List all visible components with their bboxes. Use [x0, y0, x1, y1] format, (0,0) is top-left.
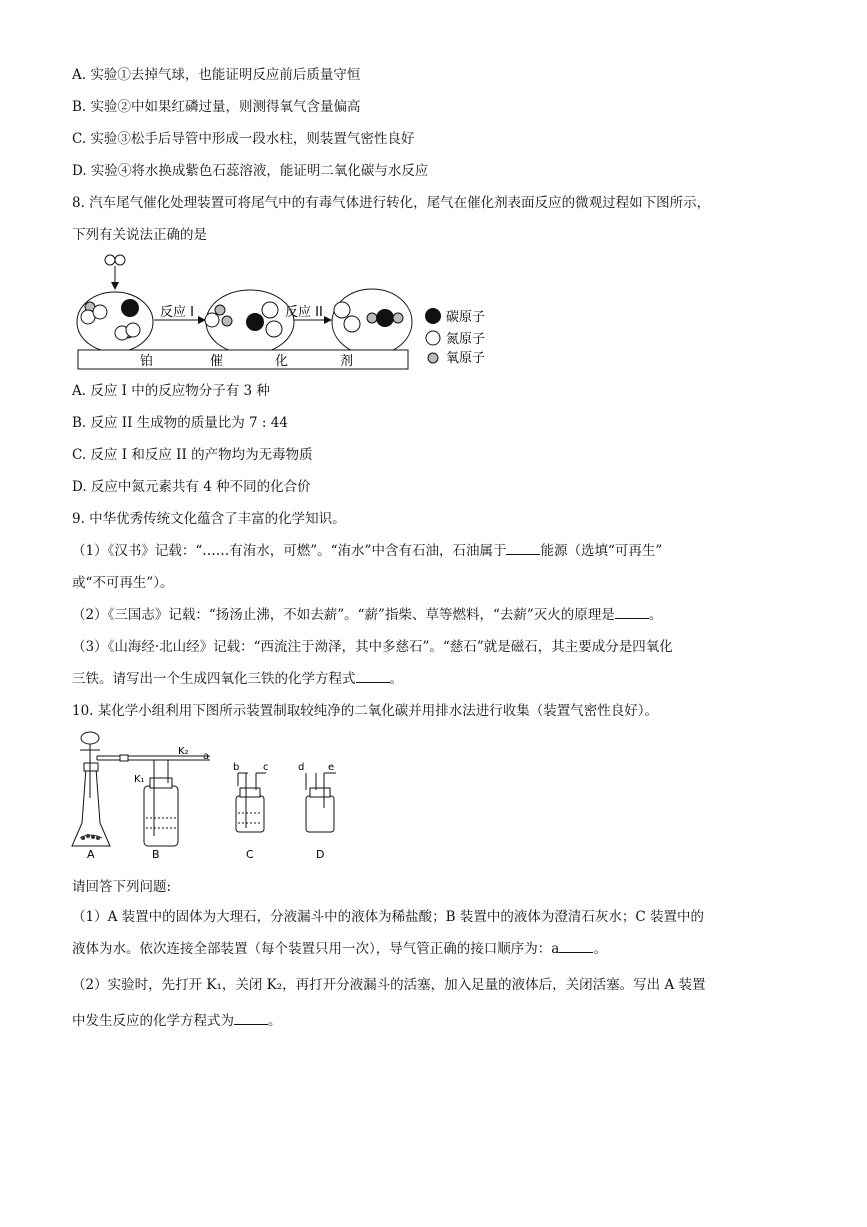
q9-p3-text-b: 三铁。请写出一个生成四氧化三铁的化学方程式: [72, 671, 356, 687]
q8-option-a: A. 反应 I 中的反应物分子有 3 种: [72, 383, 270, 399]
label-d: D: [316, 848, 325, 861]
q9-p1-text-a: （1）《汉书》记载：“……有洧水，可燃”。“洧水”中含有石油，石油属于: [72, 543, 507, 559]
q8-stem-line1: 8. 汽车尾气催化处理装置可将尾气中的有毒气体进行转化，尾气在催化剂表面反应的微观过程如下图所示，: [72, 195, 711, 211]
q10-stem: 10. 某化学小组利用下图所示装置制取较纯净的二氧化碳并用排水法进行收集（装置气密性良好）。: [72, 703, 659, 719]
q7-option-c: C. 实验③松手后导管中形成一段水柱，则装置气密性良好: [72, 131, 415, 147]
q8-stem-line2: 下列有关说法正确的是: [72, 227, 207, 243]
catalytic-reaction-diagram: [70, 250, 500, 375]
q9-p3-blank[interactable]: [356, 670, 390, 683]
port-a-label: a: [203, 751, 210, 762]
legend-oxygen-swatch: [428, 353, 438, 363]
q10-p2-line1: （2）实验时，先打开 K₁，关闭 K₂，再打开分液漏斗的活塞，加入足量的液体后，关闭活塞。写出 A 装置: [72, 977, 706, 993]
q10-p1-blank[interactable]: [559, 940, 593, 953]
q8-option-d: D. 反应中氮元素共有 4 种不同的化合价: [72, 479, 311, 495]
q9-p1-text-b: 能源（选填“可再生”: [540, 543, 663, 559]
catalyst-char-3: 化: [275, 354, 289, 369]
reaction-2-label: 反应 II: [285, 305, 323, 320]
q7-option-b: B. 实验②中如果红磷过量，则测得氧气含量偏高: [72, 99, 361, 115]
q8-option-c: C. 反应 I 和反应 II 的产物均为无毒物质: [72, 447, 313, 463]
apparatus-d: [306, 773, 336, 832]
q9-part2: [72, 606, 662, 624]
catalyst-bar: [78, 350, 408, 369]
q10-p1-line2: [72, 940, 607, 958]
q10-p2-text-c: 。: [268, 1013, 282, 1029]
port-c-label: c: [263, 762, 269, 773]
catalyst-char-4: 剂: [340, 354, 354, 369]
legend-nitrogen-swatch: [426, 331, 440, 345]
q9-p1-blank[interactable]: [506, 542, 540, 555]
catalyst-char-1: 铂: [140, 354, 154, 369]
port-d-label: d: [298, 762, 305, 773]
valve-k2-label: K₂: [178, 746, 189, 757]
label-a: A: [87, 848, 95, 861]
legend-oxygen: 氧原子: [446, 351, 486, 366]
q9-part1-line1: [72, 542, 662, 560]
q10-p1-text-c: 。: [593, 941, 607, 957]
q9-stem: 9. 中华优秀传统文化蕴含了丰富的化学知识。: [72, 511, 346, 527]
q9-p1-line2: 或“不可再生”）。: [72, 575, 174, 591]
q9-p2-text-b: 。: [648, 607, 663, 623]
q10-p2-line2: [72, 1012, 282, 1030]
valve-k1-label: K₁: [134, 774, 145, 785]
label-b: B: [152, 848, 160, 861]
legend-carbon-swatch: [425, 308, 441, 324]
incoming-molecule: [105, 255, 125, 290]
q7-option-d: D. 实验④将水换成紫色石蕊溶液，能证明二氧化碳与水反应: [72, 163, 429, 179]
apparatus-c: [236, 773, 266, 832]
q9-p3-line2: [72, 670, 403, 688]
q10-p2-blank[interactable]: [234, 1012, 268, 1025]
catalyst-char-2: 催: [210, 354, 224, 369]
legend-nitrogen: 氮原子: [446, 332, 486, 347]
q7-option-a: A. 实验①去掉气球，也能证明反应前后质量守恒: [72, 67, 361, 83]
label-c: C: [246, 848, 254, 861]
q8-option-b: B. 反应 II 生成物的质量比为 7 : 44: [72, 415, 288, 431]
apparatus-a: [72, 732, 210, 846]
q9-p3-line1: （3）《山海经·北山经》记载：“西流注于泑泽，其中多慈石”。“慈石”就是磁石，其主要成分是四氧化: [72, 639, 673, 655]
q9-p2-text-a: （2）《三国志》记载：“扬汤止沸，不如去薪”。“薪”指柴、草等燃料，“去薪”灭火的原理是: [72, 607, 615, 623]
port-e-label: e: [328, 762, 335, 773]
apparatus-diagram: [70, 728, 360, 863]
q9-p2-blank[interactable]: [615, 606, 649, 619]
reaction-1-label: 反应 I: [160, 305, 194, 320]
legend-carbon: 碳原子: [446, 310, 486, 325]
q10-p1-text-b: 液体为水。依次连接全部装置（每个装置只用一次），导气管正确的接口顺序为：a: [72, 941, 560, 957]
apparatus-b: [144, 760, 178, 846]
q10-prompt: 请回答下列问题:: [72, 879, 172, 895]
q9-p3-text-c: 。: [389, 671, 403, 687]
port-b-label: b: [233, 762, 240, 773]
q10-p1-line1: （1）A 装置中的固体为大理石，分液漏斗中的液体为稀盐酸；B 装置中的液体为澄清石灰水；C 装置中的: [72, 909, 704, 925]
q10-p2-text-b: 中发生反应的化学方程式为: [72, 1013, 234, 1029]
